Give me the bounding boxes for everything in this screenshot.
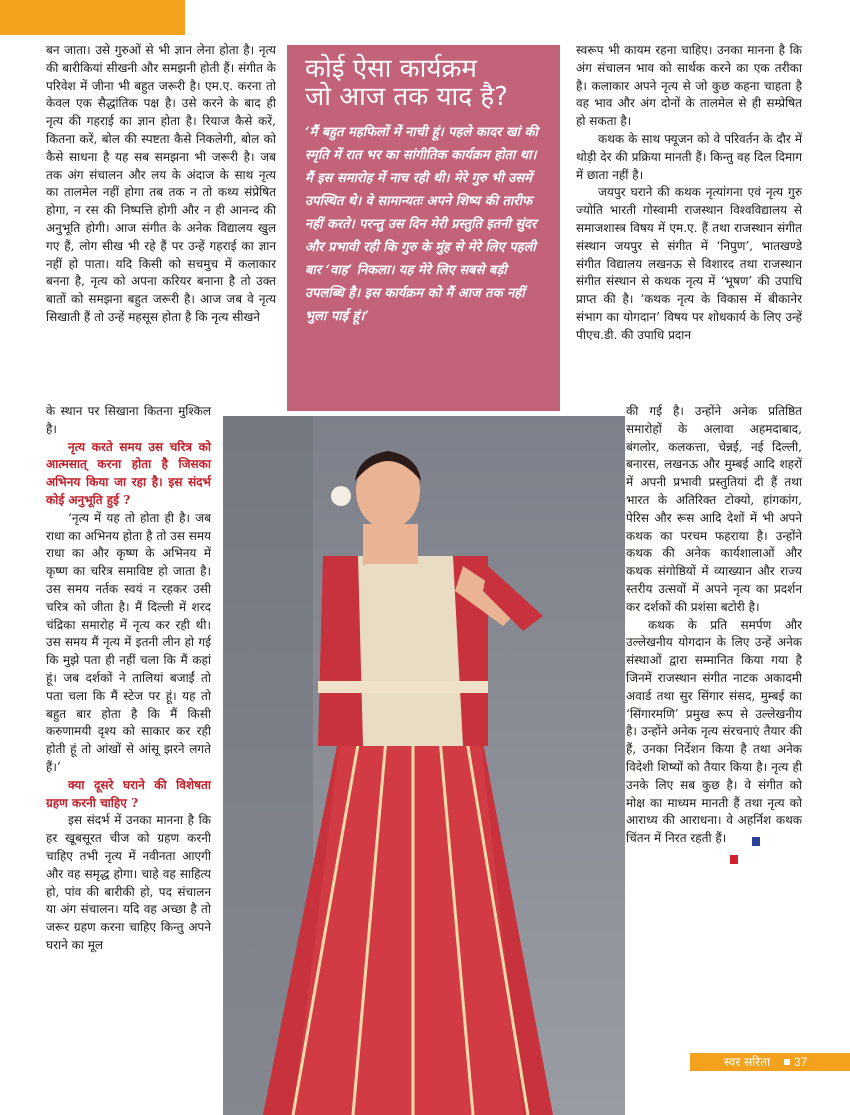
column-3-top bbox=[576, 42, 802, 345]
paragraph-text: कथक के प्रति समर्पण और उल्लेखनीय योगदान के लिए उन्हें अनेक संस्थाओं द्वारा सम्मानित किया गया है जिनमें राजस्थान संगीत नाटक अकादमी अवार्ड तथा सुर सिंगार संसद, मुम्बई का ‘सिंगारमणि’ प्रमुख रूप से उल्लेखनीय है। उन्होंने अनेक नृत्य संरचनाएं तैयार की हैं, उनका निर्देशन किया है तथा अनेक विदेशी शिष्यों को तैयार किया है। नृत्य ही उनके लिए सब कुछ है। वे संगीत को मोक्ष का माध्यम मानती हैं तथा नृत्य को आराध्य की आराधना। वे अहर्निश कथक चिंतन में निरत रहती हैं। bbox=[626, 617, 802, 846]
separator-square-icon bbox=[784, 1059, 790, 1065]
highlight-box bbox=[287, 45, 560, 411]
paragraph: की गई है। उन्होंने अनेक प्रतिष्ठित समारोहों के अलावा अहमदाबाद, बंगलोर, कलकत्ता, चेन्नई, नई दिल्ली, बनारस, लखनऊ और मुम्बई आदि शहरों में अपनी प्रभावी प्रस्तुतियां दी हैं तथा भारत के अतिरिक्त टोक्यो, हांगकांग, पेरिस और रूस आदि देशों में भी अपने कथक का परचम फहराया है। उन्होंने कथक की अनेक कार्यशालाओं और कथक संगोष्ठियों में व्याख्यान और राज्य स्तरीय उत्सवों में अपने नृत्य का प्रदर्शन कर दर्शकों की प्रशंसा बटोरी है। bbox=[626, 404, 802, 614]
box-title-line-1: कोई ऐसा कार्यक्रम bbox=[305, 54, 477, 84]
paragraph: कथक के साथ फ्यूजन को वे परिवर्तन के दौर में थोड़ी देर की प्रक्रिया मानती हैं। किन्तु वह दिल दिमाग में छाता नहीं है। bbox=[576, 131, 802, 182]
magazine-name: स्वर सरिता bbox=[724, 1055, 771, 1069]
box-title-line-2: जो आज तक याद है? bbox=[305, 82, 508, 112]
box-title bbox=[305, 55, 560, 111]
end-mark-icon bbox=[730, 834, 746, 843]
paragraph bbox=[626, 617, 802, 848]
column-1-bottom bbox=[46, 403, 211, 955]
answer-paragraph: ‘नृत्य में यह तो होता ही है। जब राधा का अभिनय होता है तो उस समय राधा का और कृष्ण के अभिनय में कृष्ण का चरित्र समाविष्ट हो जाता है। उस समय नर्तक स्वयं न रहकर उसी चरित्र को जीता है। मैं दिल्ली में शरद चंद्रिका समारोह में नृत्य कर रही थी। उस समय मैं नृत्य में इतनी लीन हो गई कि मुझे पता ही नहीं चला कि मैं कहां हूं। जब दर्शकों ने तालियां बजाईं तो पता चला कि मैं स्टेज पर हूं। यह तो बहुत बार होता है कि मैं किसी करुणामयी दृश्य को साकार कर रही होती हूं तो आंखों से आंसू झरने लगते हैं।’ bbox=[46, 510, 211, 774]
answer-paragraph: इस संदर्भ में उनका मानना है कि हर खूबसूरत चीज को ग्रहण करनी चाहिए तभी नृत्य में नवीनता आएगी और वह समृद्ध होगा। चाहे वह साहित्य हो, पांव की बारीकी हो, पद संचालन या अंग संचालन। यदि वह अच्छा है तो जरूर ग्रहण करना चाहिए किन्तु अपने घराने का मूल bbox=[46, 813, 211, 952]
page-number: 37 bbox=[794, 1055, 808, 1069]
box-quote: ‘मैं बहुत महफिलों में नाची हूं। पहले कादर खां की स्मृति में रात भर का सांगीतिक कार्यक्रम होता था। मैं इस समारोह में नाच रही थी। मेरे गुरु भी उसमें उपस्थित थे। वे सामान्यतः अपने शिष्य की तारीफ नहीं करते। परन्तु उस दिन मेरी प्रस्तुति इतनी सुंदर और प्रभावी रही कि गुरु के मुंह से मेरे लिए पहली बार ‘वाह’ निकला। यह मेरे लिए सबसे बड़ी उपलब्धि है। इस कार्यक्रम को मैं आज तक नहीं भुला पाई हूं।’ bbox=[305, 125, 538, 324]
question-heading: नृत्य करते समय उस चरित्र को आत्मसात् करना होता है जिसका अभिनय किया जा रहा है। इस संदर्भ कोई अनुभूति हुई ? bbox=[46, 439, 211, 507]
dancer-illustration bbox=[223, 416, 625, 1115]
paragraph: के स्थान पर सिखाना कितना मुश्किल है। bbox=[46, 404, 211, 436]
corner-tab bbox=[0, 0, 185, 35]
column-3-bottom bbox=[626, 403, 802, 848]
question-heading: क्या दूसरे घराने की विशेषता ग्रहण करनी चाहिए ? bbox=[46, 777, 211, 810]
paragraph: स्वरूप भी कायम रहना चाहिए। उनका मानना है कि अंग संचालन भाव को सार्थक करने का एक तरीका है। कलाकार अपने नृत्य से जो कुछ कहना चाहता है वह भाव और अंग दोनों के तालमेल से ही सम्प्रेषित हो सकता है। bbox=[576, 43, 802, 129]
page-footer bbox=[690, 1053, 850, 1071]
dancer-photo bbox=[223, 416, 625, 1115]
paragraph: बन जाता। उसे गुरुओं से भी ज्ञान लेना होता है। नृत्य की बारीकियां सीखनी और समझनी होती हैं। संगीत के परिवेश में जीना भी बहुत जरूरी है। एम.ए. करना तो केवल एक सैद्धांतिक पक्ष है। उसे करने के बाद ही नृत्य की गहराई का ज्ञान होता है। रियाज कैसे करें, कितना करें, बोल की स्पष्टता कैसे निकलेगी, बोल को कैसे साधना है यह सब समझना भी जरूरी है। जब तक अंग संचालन और लय के अंदाज के साथ नृत्य का तालमेल नहीं होगा तब तक न तो कथ्य संप्रेषित होगा, न रस की निष्पत्ति होगी और न ही आनन्द की अनुभूति होगी। आज संगीत के अनेक विद्यालय खुल गए हैं, लोग सीख भी रहे हैं पर उन्हें गहराई का ज्ञान नहीं हो पाता। यदि किसी को सचमुच में कलाकार बनना है, नृत्य को अपना करियर बनाना है तो उक्त बातों को समझना बहुत जरूरी है। आज जब वे नृत्य सिखाती हैं तो उन्हें महसूस होता है कि नृत्य सीखने bbox=[46, 43, 276, 324]
paragraph: जयपुर घराने की कथक नृत्यांगना एवं नृत्य गुरु ज्योति भारती गोस्वामी राजस्थान विश्वविद्यालय से समाजशास्त्र विषय में एम.ए. हैं तथा राजस्थान संगीत संस्थान जयपुर से संगीत में ‘निपुण’, भातखण्डे संगीत विद्यालय लखनऊ से विशारद तथा राजस्थान संगीत संस्थान से कथक नृत्य में ‘भूषण’ की उपाधि प्राप्त की है। ‘कथक नृत्य के विकास में बीकानेर संभाग का योगदान’ विषय पर शोधकार्य के लिए उन्हें पीएच.डी. की उपाधि प्रदान bbox=[576, 185, 802, 342]
column-1-top bbox=[46, 42, 276, 327]
